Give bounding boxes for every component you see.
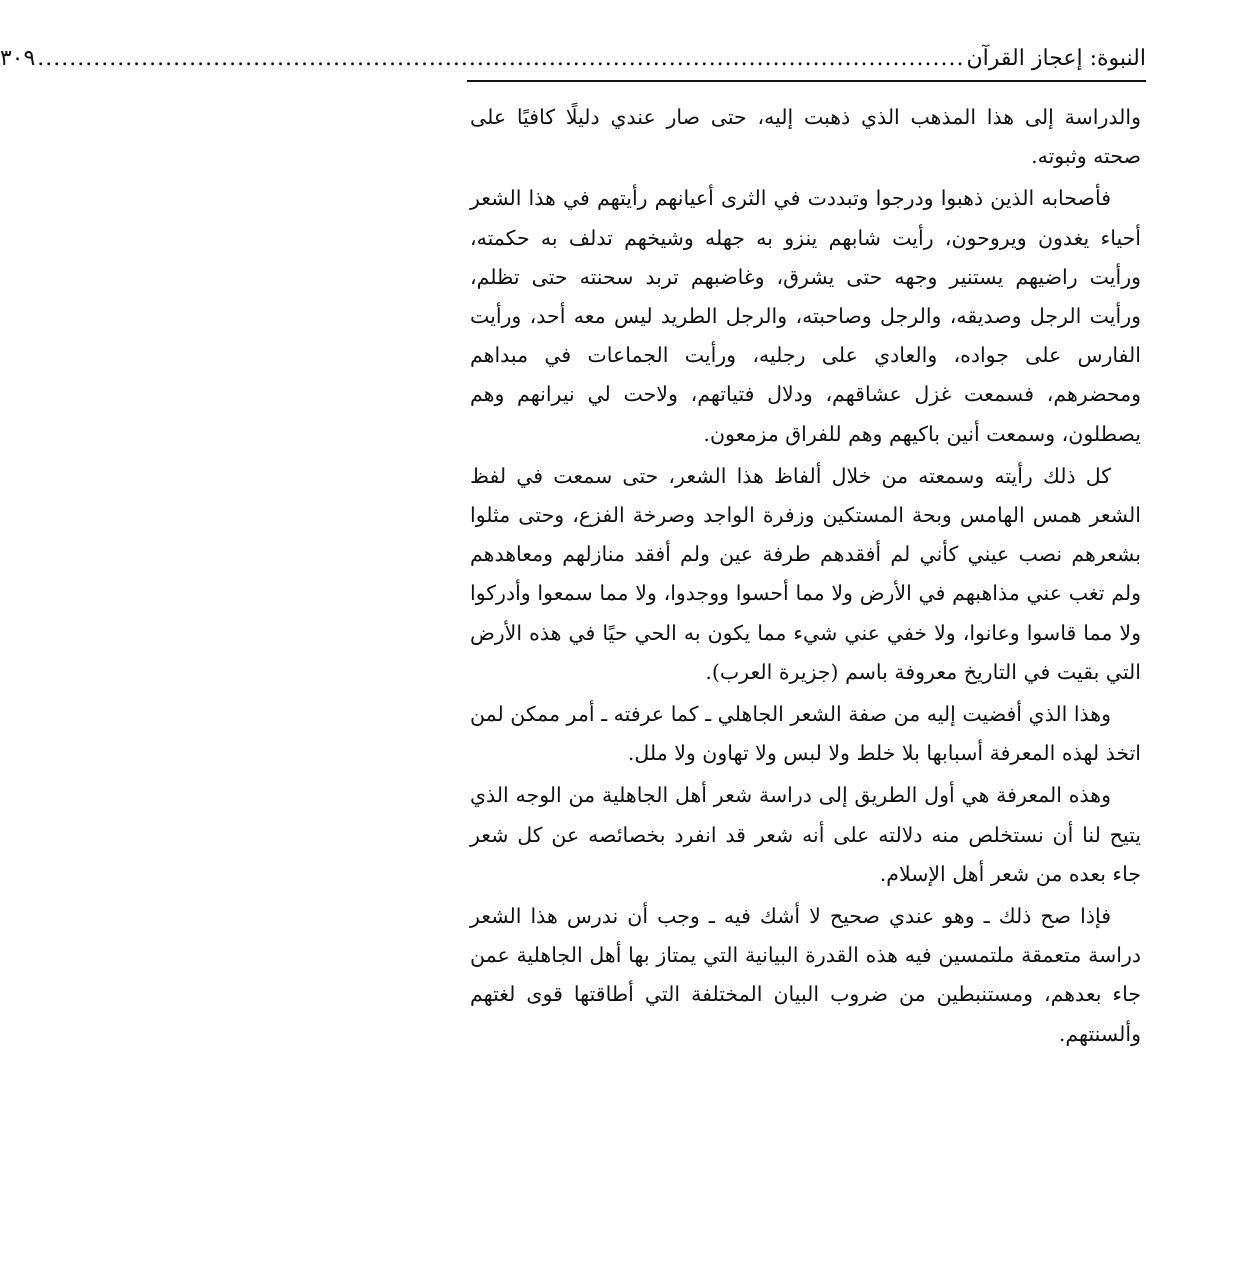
header-title: النبوة: إعجاز القرآن: [966, 46, 1146, 71]
paragraph: فإذا صح ذلك ـ وهو عندي صحيح لا أشك فيه ـ وجب أن ندرس هذا الشعر دراسة متعمقة ملتمسين فيه هذه القدرة البيانية التي يمتاز بها أهل الجاهلية عمن جاء بعدهم، ومستنبطين من ضروب البيان المختلفة التي أطاقتها قوى لغتهم وألسنتهم.: [470, 904, 1141, 1046]
page-number: ٣٠٩: [0, 46, 36, 71]
paragraph: فأصحابه الذين ذهبوا ودرجوا وتبددت في الثرى أعيانهم رأيتهم في هذا الشعر أحياء يغدون ويروحون، رأيت شابهم ينزو به جهله وشيخهم تدلف به حكمته، ورأيت راضيهم يستنير وجهه حتى يشرق، وغاضبهم تربد سحنته حتى تظلم، ورأيت الرجل وصديقه، والرجل وصاحبته، والرجل الطريد ليس معه أحد، ورأيت الفارس على جواده، والعادي على رجليه، ورأيت الجماعات في مبداهم ومحضرهم، فسمعت غزل عشاقهم، ودلال فتياتهم، ولاحت لي نيرانهم وهم يصطلون، وسمعت أنين باكيهم وهم للفراق مزمعون.: [470, 186, 1141, 446]
header-divider: [467, 80, 1146, 82]
header-dot-leader: ....................................................................................................................: [37, 46, 965, 71]
body-text: [470, 98, 1141, 1057]
paragraph: كل ذلك رأيته وسمعته من خلال ألفاظ هذا الشعر، حتى سمعت في لفظ الشعر همس الهامس وبحة المستكين وزفرة الواجد وصرخة الفزع، وحتى مثلوا بشعرهم نصب عيني كأني لم أفقدهم طرفة عين ولم أفقد منازلهم ومعاهدهم ولم تغب عني مذاهبهم في الأرض ولا مما أحسوا ووجدوا، ولا مما سمعوا وأدركوا ولا مما قاسوا وعانوا، ولا خفي عني شيء مما يكون به الحي حيًا في هذه الأرض التي بقيت في التاريخ معروفة باسم (جزيرة العرب).: [470, 463, 1141, 684]
paragraph: وهذه المعرفة هي أول الطريق إلى دراسة شعر أهل الجاهلية من الوجه الذي يتيح لنا أن نستخلص منه دلالته على أنه شعر قد انفرد بخصائصه عن كل شعر جاء بعده من شعر أهل الإسلام.: [470, 783, 1141, 886]
paragraph: والدراسة إلى هذا المذهب الذي ذهبت إليه، حتى صار عندي دليلًا كافيًا على صحته وثبوته.: [470, 105, 1141, 169]
running-header: [0, 34, 1146, 74]
paragraph: وهذا الذي أفضيت إليه من صفة الشعر الجاهلي ـ كما عرفته ـ أمر ممكن لمن اتخذ لهذه المعرفة أسبابها بلا خلط ولا لبس ولا تهاون ولا ملل.: [470, 702, 1141, 766]
